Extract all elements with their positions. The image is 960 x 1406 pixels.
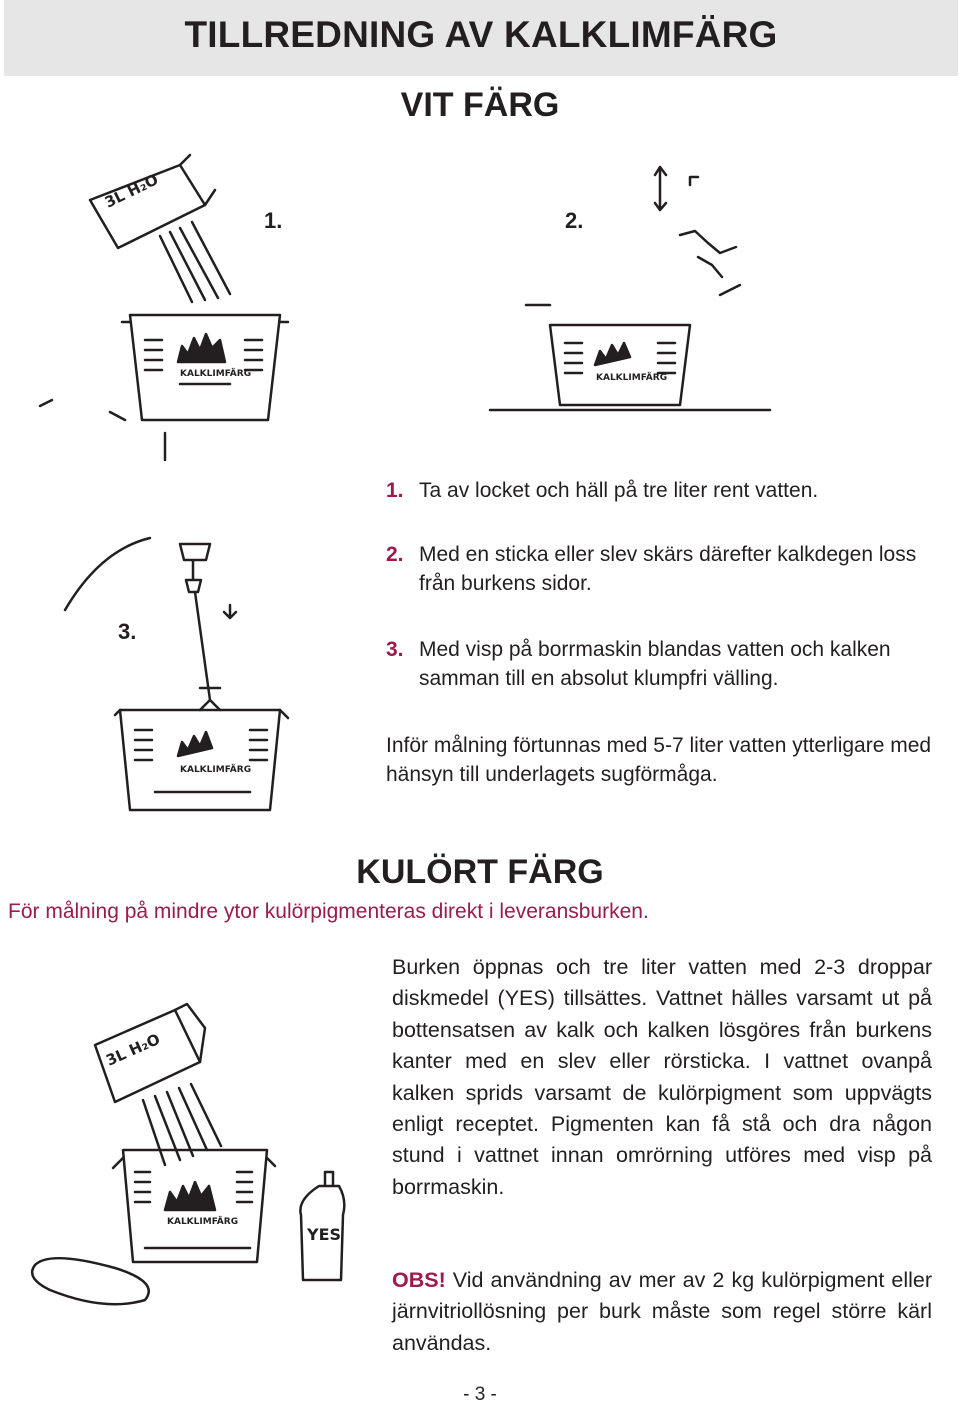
figure-label-3: 3. xyxy=(118,619,137,644)
bottle-label: YES xyxy=(307,1225,342,1244)
step-number: 2. xyxy=(386,543,404,566)
figure-label-1: 1. xyxy=(264,208,283,233)
bucket-label-2: KALKLIMFÄRG xyxy=(596,373,668,383)
list-item xyxy=(386,540,936,598)
kulort-body-text: Burken öppnas och tre liter vatten med 2-3 droppar diskmedel (YES) tillsättes. Vattnet hälles varsamt ut på bottensatsen av kalk och kalken lösgöres från burkens kanter med en slev eller rörsticka. I vattnet ovanpå kalken sprids varsamt de kulörpigment som uppvägts enligt receptet. Pigmenten kan få stå och dra någon stund i vattnet innan omrörning utföres med visp på borrmaskin. xyxy=(392,955,932,1199)
list-item xyxy=(386,476,936,505)
page-number: - 3 - xyxy=(463,1384,497,1405)
illustration-pigment-bucket xyxy=(25,1000,365,1330)
kulort-intro: För målning på mindre ytor kulörpigmenteras direkt i leveransburken. xyxy=(8,900,649,923)
step-text: Med en sticka eller slev skärs därefter kalkdegen loss från burkens sidor. xyxy=(419,543,917,595)
jug-label: 3L H₂O xyxy=(101,170,162,212)
step-number: 3. xyxy=(386,638,404,661)
bucket-label-3: KALKLIMFÄRG xyxy=(180,765,252,775)
step-number: 1. xyxy=(386,479,404,502)
bucket-label-1: KALKLIMFÄRG xyxy=(180,369,252,379)
obs-text: Vid användning av mer av 2 kg kulörpigment eller järnvitriollösning per burk måste som regel större kärl användas. xyxy=(392,1268,932,1355)
illustration-mix-drill xyxy=(60,520,360,830)
figure-label-2: 2. xyxy=(565,208,584,233)
page-title: TILLREDNING AV KALKLIMFÄRG xyxy=(184,14,778,55)
illustration-loosen-paste xyxy=(490,165,790,465)
illustration-pour-water xyxy=(30,150,310,465)
section-heading-kulort-farg: KULÖRT FÄRG xyxy=(356,853,604,891)
step-text: Ta av locket och häll på tre liter rent vatten. xyxy=(419,479,819,502)
bucket-label-4: KALKLIMFÄRG xyxy=(167,1217,239,1227)
thinning-note: Inför målning förtunnas med 5-7 liter vatten ytterligare med hänsyn till underlagets sugförmåga. xyxy=(386,734,932,786)
jug-label-2: 3L H₂O xyxy=(103,1029,163,1070)
obs-label: OBS! xyxy=(392,1268,446,1292)
step-text: Med visp på borrmaskin blandas vatten och kalken samman till en absolut klumpfri välling. xyxy=(419,638,891,690)
section-heading-vit-farg: VIT FÄRG xyxy=(400,86,560,124)
obs-note xyxy=(392,1265,932,1359)
list-item xyxy=(386,635,936,693)
